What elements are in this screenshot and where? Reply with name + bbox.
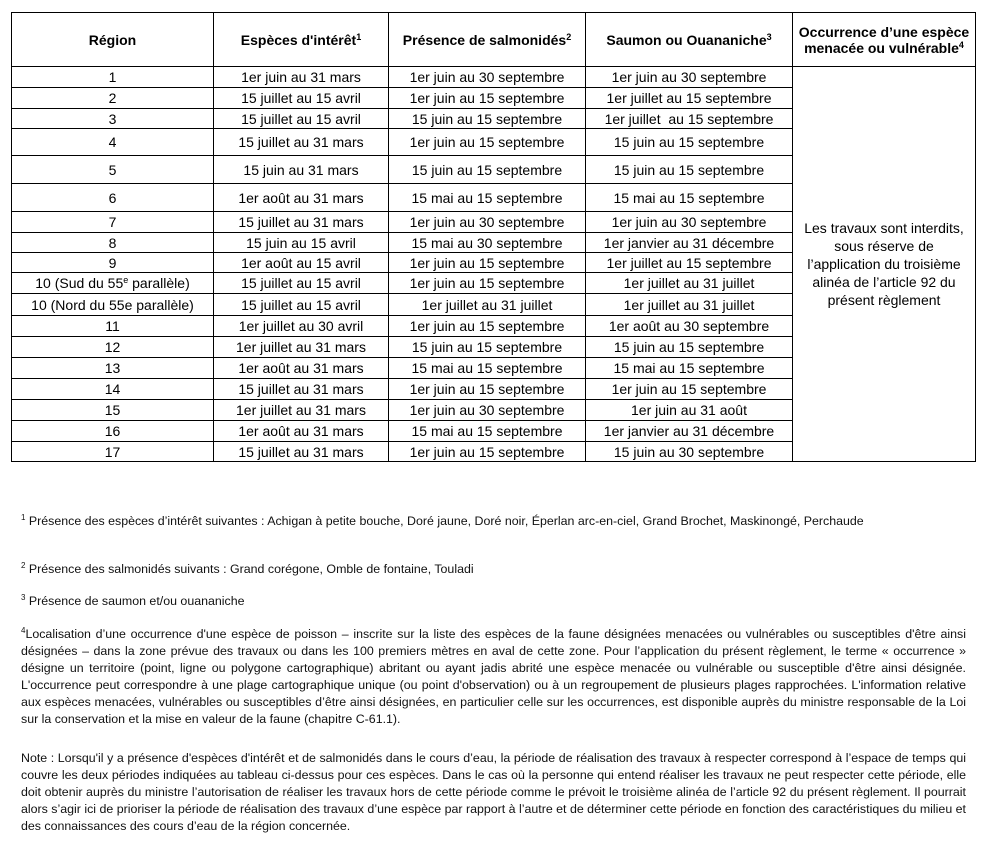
cell-region: 11 [12,316,214,337]
cell-region: 4 [12,129,214,156]
footnote-1: $^1$ Présence des espèces d’intérêt suivantes : Achigan à petite bouche, Doré jaune, Doré noir, Éperlan arc-en-ciel, Grand Brochet, Maskinongé, Perchaude [21,513,864,528]
cell-region: 15 [12,400,214,421]
cell-especes: 1er août au 15 avril [214,253,389,273]
cell-salmonides: 1er juin au 15 septembre [389,253,586,273]
cell-especes: 15 juillet au 31 mars [214,379,389,400]
footnote-2: $^2$ Présence des salmonidés suivants : Grand corégone, Omble de fontaine, Touladi [21,561,474,576]
cell-saumon: 15 juin au 30 septembre [586,442,793,462]
cell-especes: 1er août au 31 mars [214,421,389,442]
footnote-4: $^4$Localisation d’une occurrence d'une espèce de poisson – inscrite sur la liste des espèces de la faune désignées menacées ou vulnérables ou susceptibles d'être ainsi désignées – dans la zone prévue des travaux ou dans les 100 premiers mètres en aval de cette zone. Pour l’application du présent règlement, le terme « occurrence » désigne un territoire (point, ligne ou polygone cartographique) abritant ou ayant jadis abrité une espèce menacée ou vulnérable ou susceptible d'être ainsi désignée. L'occurrence peut correspondre à une plage cartographique unique (ou point d'observation) ou à un regroupement de plusieurs plages rapprochées. L'information relative aux espèces menacées, vulnérables ou susceptibles d’être ainsi désignées, en particulier celle sur les occurrences, est disponible auprès du ministre responsable de la Loi sur la conservation et la mise en valeur de la faune (chapitre C-61.1). [21,626,966,726]
cell-salmonides: 15 mai au 30 septembre [389,233,586,253]
footnote-3: $^3$ Présence de saumon et/ou ouananiche [21,593,245,608]
cell-region: 10 (Sud du 55e parallèle) [12,273,214,294]
cell-saumon: 15 mai au 15 septembre [586,358,793,379]
cell-region: 8 [12,233,214,253]
cell-saumon: 1er juin au 31 août [586,400,793,421]
cell-especes: 15 juillet au 15 avril [214,273,389,294]
cell-salmonides: 1er juin au 15 septembre [389,273,586,294]
cell-region: 1 [12,67,214,88]
cell-especes: 1er juillet au 31 mars [214,400,389,421]
cell-saumon: 1er juin au 30 septembre [586,212,793,233]
cell-salmonides: 1er juin au 15 septembre [389,379,586,400]
header-saumon-ouananiche: Saumon ou Ouananiche$^3$ [586,13,793,67]
cell-especes: 15 juillet au 31 mars [214,129,389,156]
cell-salmonides: 1er juillet au 31 juillet [389,294,586,316]
header-especes-interet: Espèces d'intérêt$^1$ [214,13,389,67]
cell-saumon: 1er juillet au 15 septembre [586,253,793,273]
table-header-row [12,13,976,67]
cell-salmonides: 1er juin au 15 septembre [389,129,586,156]
cell-saumon: 1er juillet au 15 septembre [586,88,793,109]
cell-especes: 15 juin au 15 avril [214,233,389,253]
cell-especes: 15 juillet au 31 mars [214,212,389,233]
cell-especes: 15 juillet au 31 mars [214,442,389,462]
cell-region: 6 [12,184,214,212]
cell-salmonides: 15 juin au 15 septembre [389,337,586,358]
cell-region: 17 [12,442,214,462]
cell-salmonides: 1er juin au 15 septembre [389,88,586,109]
cell-saumon: 1er juin au 30 septembre [586,67,793,88]
cell-region: 2 [12,88,214,109]
header-region: Région [12,13,214,67]
footnote-ref-1: 1 [356,31,362,42]
note-paragraph: Note : Lorsqu'il y a présence d'espèces d'intérêt et de salmonidés dans le cours d’eau, la période de réalisation des travaux à respecter correspond à l’espace de temps qui couvre les deux périodes indiquées au tableau ci-dessus pour ces espèces. Dans le cas où la personne qui entend réaliser les travaux ne peut respecter cette période, elle doit obtenir auprès du ministre l’autorisation de réaliser les travaux hors de cette période comme le prévoit le troisième alinéa de l’article 92 du présent règlement. Il pourrait alors s’agir ici de prioriser la période de réalisation des travaux d’une espèce par rapport à l’autre et de déterminer cette période en fonction des caractéristiques du milieu et des connaissances des cours d’eau de la région concernée. [21,751,966,833]
cell-region: 14 [12,379,214,400]
cell-saumon: 1er juillet au 31 juillet [586,294,793,316]
cell-especes: 15 juillet au 15 avril [214,294,389,316]
cell-saumon: 15 mai au 15 septembre [586,184,793,212]
cell-salmonides: 1er juin au 30 septembre [389,212,586,233]
cell-especes: 15 juin au 31 mars [214,156,389,184]
cell-saumon: 15 juin au 15 septembre [586,337,793,358]
cell-especes: 1er juillet au 30 avril [214,316,389,337]
header-occurrence: Occurrence d’une espèce menacée ou vulnérable$^4$ [793,13,976,67]
cell-salmonides: 1er juin au 30 septembre [389,400,586,421]
cell-especes: 1er juillet au 31 mars [214,337,389,358]
cell-saumon: 1er janvier au 31 décembre [586,233,793,253]
cell-especes: 1er juin au 31 mars [214,67,389,88]
cell-especes: 1er août au 31 mars [214,358,389,379]
cell-salmonides: 15 mai au 15 septembre [389,421,586,442]
cell-especes: 15 juillet au 15 avril [214,109,389,129]
cell-occurrence-merged: Les travaux sont interdits, sous réserve de l’application du troisième alinéa de l’article 92 du présent règlement [793,67,976,462]
cell-region: 10 (Nord du 55e parallèle) [12,294,214,316]
cell-saumon: 1er janvier au 31 décembre [586,421,793,442]
cell-salmonides: 1er juin au 30 septembre [389,67,586,88]
cell-region: 7 [12,212,214,233]
cell-salmonides: 15 juin au 15 septembre [389,109,586,129]
cell-region: 3 [12,109,214,129]
cell-region: 13 [12,358,214,379]
cell-especes: 1er août au 31 mars [214,184,389,212]
cell-region: 16 [12,421,214,442]
cell-salmonides: 15 mai au 15 septembre [389,184,586,212]
work-periods-table [11,12,976,462]
cell-region: 5 [12,156,214,184]
footnote-ref-2: 2 [566,31,572,42]
cell-salmonides: 15 juin au 15 septembre [389,156,586,184]
cell-region: 9 [12,253,214,273]
cell-salmonides: 1er juin au 15 septembre [389,316,586,337]
cell-saumon: 15 juin au 15 septembre [586,156,793,184]
cell-saumon: 1er juillet au 15 septembre [586,109,793,129]
cell-region: 12 [12,337,214,358]
header-salmonides: Présence de salmonidés$^2$ [389,13,586,67]
cell-salmonides: 1er juin au 15 septembre [389,442,586,462]
cell-saumon: 1er août au 30 septembre [586,316,793,337]
cell-saumon: 1er juillet au 31 juillet [586,273,793,294]
cell-especes: 15 juillet au 15 avril [214,88,389,109]
footnote-ref-4: 4 [958,39,964,50]
cell-saumon: 1er juin au 15 septembre [586,379,793,400]
cell-salmonides: 15 mai au 15 septembre [389,358,586,379]
table-row [12,67,976,88]
footnote-ref-3: 3 [766,31,772,42]
cell-saumon: 15 juin au 15 septembre [586,129,793,156]
